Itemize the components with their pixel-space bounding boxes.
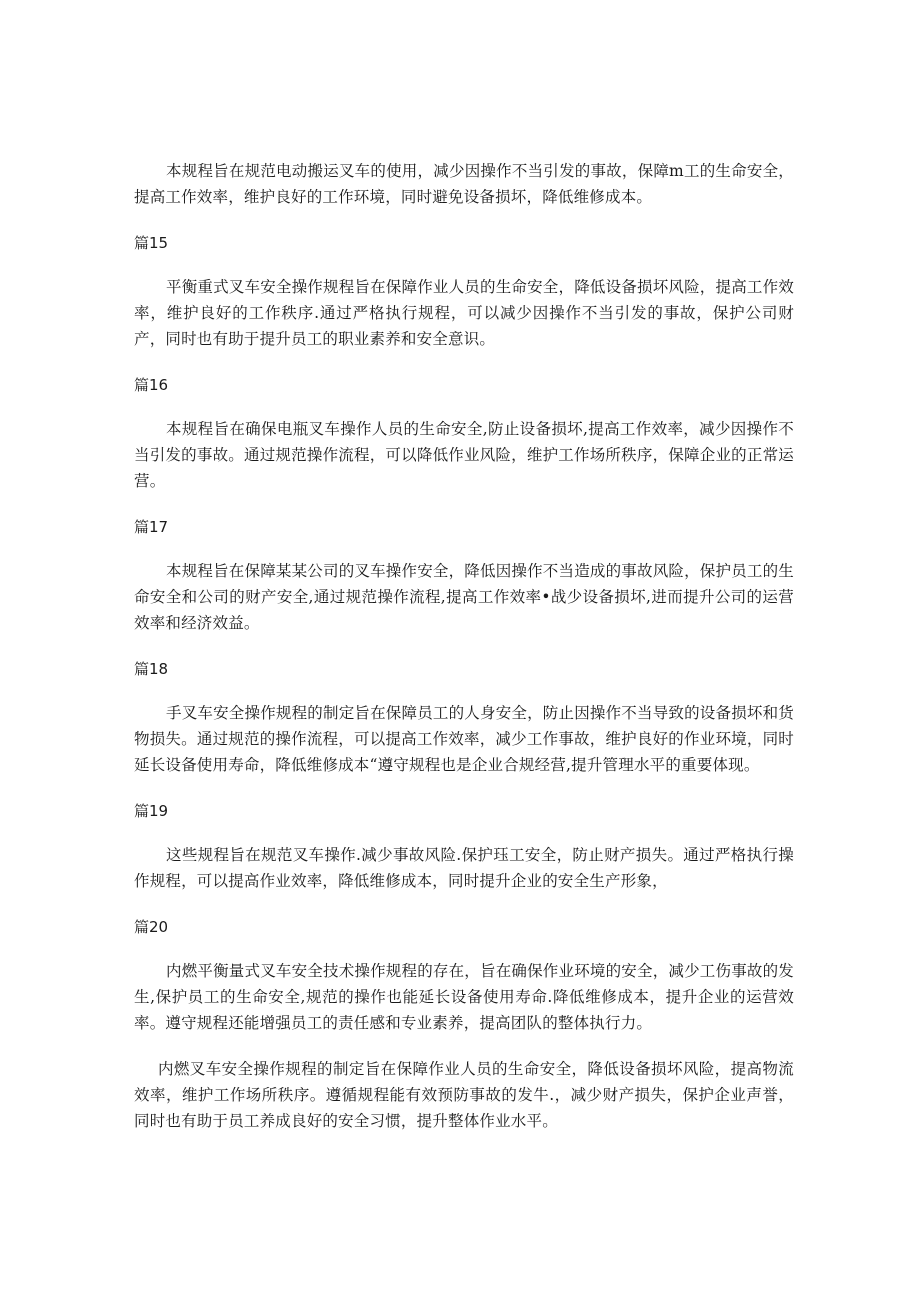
section-20-paragraph-1: 内燃平衡量式叉车安全技术操作规程的存在，旨在确保作业环境的安全，减少工伤事故的发生,保护员工的生命安全,规范的操作也能延长设备使用寿命.降低维修成本，提升企业的运营效率。遵守规程还能增强员工的责任感和专业素养，提高团队的整体执行力。 xyxy=(134,962,795,1032)
section-20-paragraph-2: 内燃叉车安全操作规程的制定旨在保障作业人员的生命安全，降低设备损坏风险，提高物流效率，维护工作场所秩序。遵循规程能有效预防事故的发牛.，减少财产损失，保护企业声誉，同时也有助于员工养成良好的安全习惯，提升整体作业水平。 xyxy=(134,1060,794,1130)
section-18-paragraph: 手叉车安全操作规程的制定旨在保障员工的人身安全，防止因操作不当导致的设备损坏和货物损失。通过规范的操作流程，可以提高工作效率，减少工作事故，维护良好的作业环境，同时延长设备使用寿命，降低维修成本“遵守规程也是企业合规经营,提升管理水平的重要体现。 xyxy=(134,704,795,774)
intro-paragraph: 本规程旨在规范电动搬运叉车的使用，减少因操作不当引发的事故，保障m工的生命安全，提高工作效率，维护良好的工作环境，同时避免设备损坏，降低维修成本。 xyxy=(134,162,794,206)
section-17-paragraph: 本规程旨在保障某某公司的叉车操作安全，降低因操作不当造成的事故风险，保护员工的生命安全和公司的财产安全,通过规范操作流程,提高工作效率•战少设备损坏,进而提升公司的运营效率和经济效益。 xyxy=(134,562,795,632)
section-heading-17: 篇17 xyxy=(134,518,169,536)
document-body xyxy=(134,158,794,1134)
section-16-paragraph: 本规程旨在确保电瓶叉车操作人员的生命安全,防止设备损坏,提高工作效率，减少因操作不当引发的事故。通过规范操作流程，可以降低作业风险，维护工作场所秩序，保障企业的正常运营。 xyxy=(134,420,794,490)
section-19-paragraph: 这些规程旨在规范叉车操作.减少事故风险.保护珏工安全，防止财产损失。通过严格执行操作规程，可以提高作业效率，降低维修成本，同时提升企业的安全生产形象， xyxy=(134,846,794,890)
section-heading-15: 篇15 xyxy=(134,234,169,252)
section-heading-16: 篇16 xyxy=(134,376,169,394)
section-15-paragraph: 平衡重式叉车安全操作规程旨在保障作业人员的生命安全，降低设备损坏风险，提高工作效率，维护良好的工作秩序.通过严格执行规程，可以减少因操作不当引发的事故，保护公司财产，同时也有助于提升员工的职业素养和安全意识。 xyxy=(134,278,795,348)
section-heading-18: 篇18 xyxy=(134,660,169,678)
section-heading-20: 篇20 xyxy=(134,918,169,936)
section-heading-19: 篇19 xyxy=(134,802,169,820)
